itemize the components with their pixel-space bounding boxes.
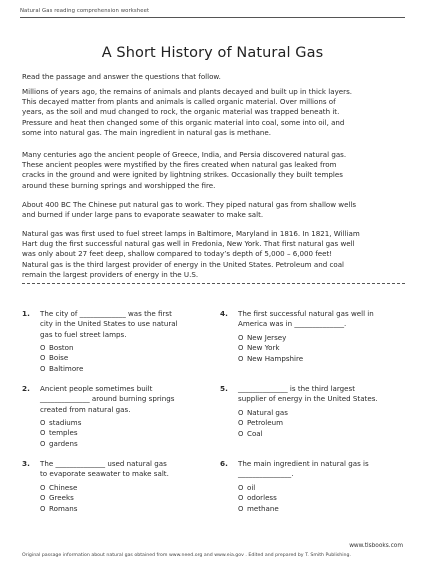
question-3 [22,459,207,519]
question-text [238,384,378,405]
option-label: Baltimore [49,363,84,373]
question-line: ______________ around burning springs [40,394,175,404]
paragraph-line: Natural gas was first used to fuel street lamps in Baltimore, Maryland in 1816. In 1821, William [22,229,360,238]
question-line: supplier of energy in the United States. [238,394,378,404]
question-line: gas to fuel street lamps. [40,329,127,339]
answer-options [40,418,81,449]
answer-option[interactable] [238,429,288,439]
answer-options [238,483,279,514]
option-label: Boston [49,343,74,352]
option-label: New York [247,343,280,353]
question-line: America was in ______________. [238,319,347,329]
option-label: methane [247,503,279,513]
question-line: created from natural gas. [40,404,131,414]
option-label: Chinese [49,483,78,492]
question-6 [220,459,410,519]
footer-website: www.tlsbooks.com [349,543,403,549]
question-4 [220,309,410,369]
question-text [40,309,178,340]
radio-circle-icon[interactable]: O [40,484,46,492]
answer-option[interactable] [238,493,279,503]
option-label: Coal [247,428,263,438]
radio-circle-icon[interactable]: O [238,334,244,342]
radio-circle-icon[interactable]: O [40,439,46,448]
paragraph-line: was only about 27 feet deep, shallow compared to today’s depth of 5,000 – 6,000 feet! [22,249,333,259]
answer-option[interactable] [238,343,303,353]
answer-option[interactable] [40,439,81,449]
question-line: The ______________ used natural gas [40,459,167,468]
radio-circle-icon[interactable]: O [238,429,244,438]
answer-option[interactable] [40,418,81,428]
paragraph-4 [22,229,408,280]
answer-options [238,408,288,439]
radio-circle-icon[interactable]: O [238,504,244,513]
question-number: 1. [22,309,30,318]
question-1 [22,309,207,379]
question-number: 2. [22,384,30,393]
option-label: Greeks [49,493,74,503]
answer-option[interactable] [40,364,83,374]
paragraph-line: remain the largest providers of energy in the U.S. [22,269,199,279]
radio-circle-icon[interactable]: O [40,504,46,513]
question-number: 5. [220,384,228,393]
option-label: Natural gas [247,408,288,417]
paragraph-line: Hart dug the first successful natural gas well in Fredonia, New York. That first natural gas well [22,239,355,249]
footer-attribution: Original passage information about natural gas obtained from www.need.org and www.eia.gov . Edited and prepared by T. Smith Publishing. [22,553,351,558]
answer-option[interactable] [40,483,77,493]
question-text [238,459,369,480]
paragraph-line: years, as the soil and mud changed to rock, the organic material was trapped beneath it. [22,107,340,117]
radio-circle-icon[interactable]: O [238,354,244,363]
paragraph-line: cracks in the ground and were ignited by lightning strikes. Occasionally they built temples [22,170,343,180]
question-line: ______________ is the third largest [238,384,355,393]
option-label: New Hampshire [247,353,304,363]
paragraph-line: About 400 BC The Chinese put natural gas to work. They piped natural gas from shallow wells [22,200,357,209]
option-label: oil [247,483,256,492]
answer-option[interactable] [40,343,83,353]
answer-option[interactable] [40,428,81,438]
option-label: Romans [49,503,78,513]
option-label: odorless [247,493,277,503]
paragraph-line: These ancient peoples were mystified by the fires created when natural gas leaked from [22,160,337,170]
paragraph-line: This decayed matter from plants and animals is called organic material. Over millions of [22,97,336,107]
answer-option[interactable] [40,504,77,514]
paragraph-line: Pressure and heat then changed some of this organic material into coal, some into oil, and [22,117,345,127]
answer-option[interactable] [40,493,77,503]
page-header: Natural Gas reading comprehension worksheet [20,8,150,14]
paragraph-2 [22,150,408,191]
paragraph-line: Many centuries ago the ancient people of Greece, India, and Persia discovered natural gas. [22,150,347,159]
option-label: New Jersey [247,333,287,342]
header-divider [20,17,405,18]
question-5 [220,384,410,444]
answer-option[interactable] [40,353,83,363]
answer-options [40,343,83,374]
radio-circle-icon[interactable]: O [40,419,46,427]
radio-circle-icon[interactable]: O [40,354,46,363]
paragraph-line: and burned if under large pans to evaporate seawater to make salt. [22,210,264,220]
question-number: 4. [220,309,228,318]
question-text [40,459,169,480]
question-line: _______________. [238,469,294,479]
answer-option[interactable] [238,504,279,514]
answer-option[interactable] [238,354,303,364]
page-title: A Short History of Natural Gas [101,45,324,61]
question-number: 6. [220,459,228,468]
question-line: The main ingredient in natural gas is [238,459,369,468]
radio-circle-icon[interactable]: O [40,429,46,438]
option-label: Boise [49,353,69,363]
question-line: to evaporate seawater to make salt. [40,469,169,479]
question-text [40,384,174,415]
option-label: gardens [49,438,78,448]
section-divider [22,283,405,289]
paragraph-3 [22,200,408,220]
answer-option[interactable] [238,418,288,428]
paragraph-line: Natural gas is the third largest provider of energy in the United States. Petroleum and coal [22,259,345,269]
answer-option[interactable] [238,333,303,343]
radio-circle-icon[interactable]: O [238,494,244,503]
paragraph-line: around these burning springs and worshipped the fire. [22,180,216,190]
radio-circle-icon[interactable]: O [238,409,244,417]
radio-circle-icon[interactable]: O [238,419,244,428]
option-label: Petroleum [247,418,284,428]
radio-circle-icon[interactable]: O [40,494,46,503]
question-number: 3. [22,459,30,468]
paragraph-line: Millions of years ago, the remains of animals and plants decayed and built up in thick layers. [22,87,353,96]
question-line: The city of _____________ was the first [40,309,172,318]
answer-options [40,483,77,514]
option-label: stadiums [49,418,82,427]
paragraph-1 [22,87,408,138]
question-text [238,309,374,330]
radio-circle-icon[interactable]: O [238,344,244,353]
answer-options [238,333,303,364]
radio-circle-icon[interactable]: O [238,484,244,492]
instructions [22,72,408,82]
radio-circle-icon[interactable]: O [40,344,46,352]
radio-circle-icon[interactable]: O [40,364,46,373]
question-2 [22,384,207,454]
paragraph-line: some into natural gas. The main ingredient in natural gas is methane. [22,127,272,137]
answer-option[interactable] [238,483,279,493]
option-label: temples [49,428,78,438]
instructions-text: Read the passage and answer the questions that follow. [22,72,221,81]
question-line: The first successful natural gas well in [238,309,374,318]
question-line: Ancient people sometimes built [40,384,153,393]
question-line: city in the United States to use natural [40,319,178,329]
answer-option[interactable] [238,408,288,418]
